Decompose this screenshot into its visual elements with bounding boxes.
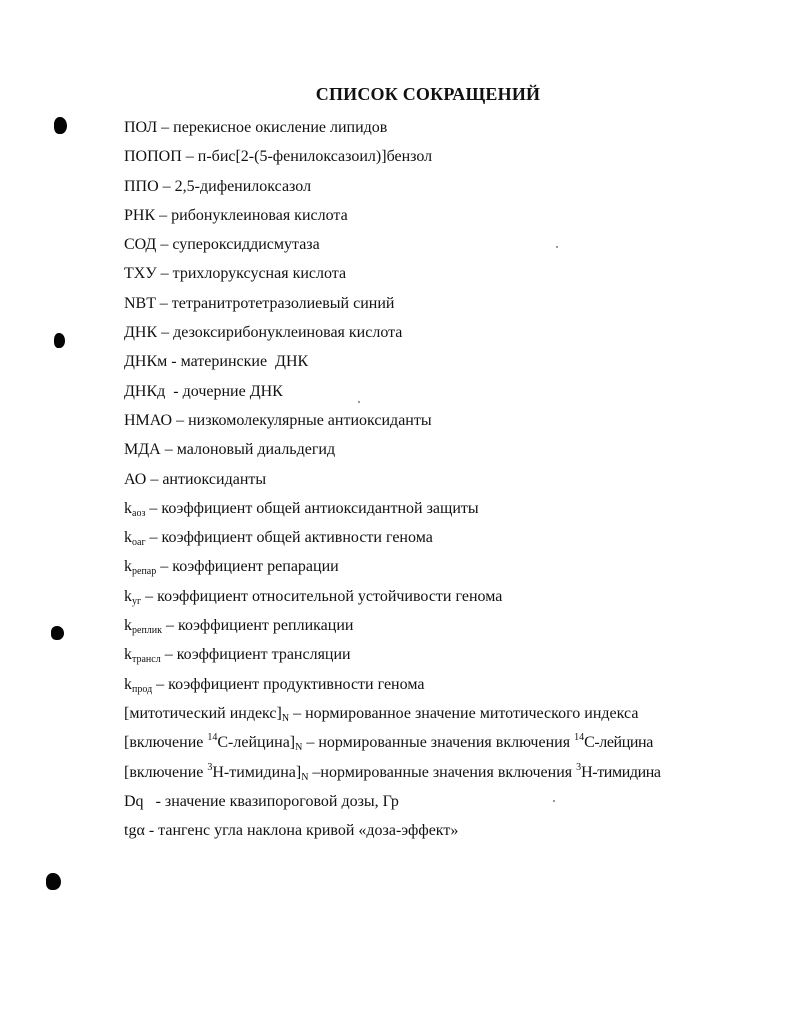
entry-definition: значение квазипороговой дозы, Гр xyxy=(164,792,399,810)
entry-subscript: N xyxy=(301,771,309,783)
entry-separator: – xyxy=(155,206,172,224)
entry-definition: С-лейцина xyxy=(584,734,653,752)
entry-definition: антиоксиданты xyxy=(162,470,267,488)
entry-definition: супероксиддисмутаза xyxy=(172,236,320,254)
entry-term: ДНКд xyxy=(124,382,166,400)
entry-definition: –нормированные значения включения xyxy=(308,763,577,781)
entry-separator: – xyxy=(145,529,162,547)
entry-definition: – нормированные значения включения xyxy=(302,734,575,752)
entry-separator: – xyxy=(160,646,177,664)
list-item xyxy=(124,318,774,347)
list-item xyxy=(124,465,774,494)
entry-definition: коэффициент относительной устойчивости генома xyxy=(157,587,503,605)
entry-term: МДА xyxy=(124,441,161,459)
entry-definition: дезоксирибонуклеиновая кислота xyxy=(173,324,403,342)
list-item xyxy=(124,435,774,464)
page-title: СПИСОК СОКРАЩЕНИЙ xyxy=(315,84,541,104)
list-item xyxy=(124,640,774,669)
entry-separator: - xyxy=(143,792,165,810)
entry-separator: – xyxy=(162,617,178,635)
entry-term: k xyxy=(124,558,132,576)
entry-separator: – xyxy=(155,294,172,312)
entry-separator: – xyxy=(156,558,173,576)
list-item xyxy=(124,230,774,259)
entry-term: k xyxy=(124,617,132,635)
entry-separator: – xyxy=(156,236,173,254)
entry-superscript: 3 xyxy=(576,761,582,773)
entry-definition: – нормированное значение митотического индекса xyxy=(289,704,639,722)
list-item xyxy=(124,113,774,142)
entry-term: ДНКм xyxy=(124,353,168,371)
entry-subscript: прод xyxy=(132,683,153,695)
entry-subscript: реплик xyxy=(132,625,162,637)
entry-definition: рибонуклеиновая кислота xyxy=(171,206,348,224)
entry-superscript: 14 xyxy=(207,732,218,744)
entry-term: ПОЛ xyxy=(124,119,158,136)
entry-term: НМАО xyxy=(124,411,173,429)
entry-term: k xyxy=(124,646,132,664)
entry-definition: коэффициент продуктивности генома xyxy=(168,675,425,693)
entry-term: NBT xyxy=(124,294,156,312)
entry-subscript: N xyxy=(295,742,303,754)
list-item xyxy=(124,611,774,640)
entry-separator: – xyxy=(146,470,163,488)
entry-separator: – xyxy=(157,324,174,342)
list-item xyxy=(124,377,774,406)
entry-separator: – xyxy=(156,265,173,283)
entry-definition: материнские ДНК xyxy=(180,353,309,371)
list-item xyxy=(124,142,774,171)
entry-term: ПОПОП xyxy=(124,148,182,166)
list-item xyxy=(124,201,774,230)
entry-term: Н-тимидина] xyxy=(212,763,302,781)
entry-subscript: N xyxy=(281,712,290,724)
entry-term: Dq xyxy=(124,792,144,810)
entry-term: ППО xyxy=(124,177,159,195)
entry-term: АО xyxy=(124,470,147,488)
scan-mark xyxy=(54,333,65,348)
entry-term: ТХУ xyxy=(124,265,157,283)
entry-definition: тетранитротетразолиевый синий xyxy=(171,294,395,312)
entry-separator: – xyxy=(145,499,162,517)
entry-separator: - xyxy=(167,353,181,371)
scan-mark xyxy=(51,626,64,640)
entry-subscript: аоз xyxy=(132,507,146,519)
entry-separator: - xyxy=(144,822,159,840)
entry-separator: – xyxy=(141,587,158,605)
list-item xyxy=(124,494,774,523)
entry-term: СОД xyxy=(124,236,157,254)
entry-separator: – xyxy=(152,675,169,693)
entry-separator: – xyxy=(172,411,189,429)
entry-definition: дочерние ДНК xyxy=(182,382,283,400)
abbreviations-list xyxy=(124,113,774,845)
list-item xyxy=(124,728,774,757)
entry-separator: - xyxy=(165,382,183,400)
list-item xyxy=(124,670,774,699)
entry-definition: трихлоруксусная кислота xyxy=(172,265,347,283)
entry-term: РНК xyxy=(124,206,156,224)
entry-definition: коэффициент трансляции xyxy=(176,646,351,664)
entry-definition: коэффициент репарации xyxy=(172,558,339,576)
entry-definition: Н-тимидина xyxy=(581,763,661,781)
entry-term: k xyxy=(124,675,132,693)
entry-term: k xyxy=(124,529,132,547)
entry-separator: – xyxy=(160,441,177,459)
entry-superscript: 3 xyxy=(207,761,213,773)
list-item xyxy=(124,289,774,318)
entry-subscript: репар xyxy=(132,566,157,578)
entry-definition: коэффициент общей активности генома xyxy=(161,529,433,547)
entry-term: ДНК xyxy=(124,324,158,342)
list-item xyxy=(124,816,774,845)
entry-definition: коэффициент репликации xyxy=(178,617,354,635)
entry-term: С-лейцина] xyxy=(217,734,296,752)
scan-mark xyxy=(46,873,61,890)
entry-separator: – xyxy=(181,148,198,166)
scan-mark xyxy=(54,117,67,134)
entry-separator: – xyxy=(157,119,174,136)
list-item xyxy=(124,406,774,435)
entry-term: k xyxy=(124,587,132,605)
entry-term: k xyxy=(124,499,132,517)
entry-definition: п-бис[2-(5-фенилоксазоил)]бензол xyxy=(197,148,433,166)
entry-term: [включение xyxy=(124,763,208,781)
entry-definition: малоновый диальдегид xyxy=(176,441,336,459)
list-item xyxy=(124,172,774,201)
entry-definition: перекисное окисление липидов xyxy=(173,119,388,136)
entry-term: tgα xyxy=(124,822,145,840)
list-item xyxy=(124,552,774,581)
entry-separator: – xyxy=(158,177,175,195)
entry-definition: 2,5-дифенилоксазол xyxy=(174,177,312,195)
list-item xyxy=(124,347,774,376)
list-item xyxy=(124,758,774,787)
list-item xyxy=(124,787,774,816)
list-item xyxy=(124,523,774,552)
entry-definition: тангенс угла наклона кривой «доза-эффект» xyxy=(158,822,459,840)
list-item xyxy=(124,582,774,611)
entry-definition: низкомолекулярные антиоксиданты xyxy=(188,411,432,429)
entry-subscript: уг xyxy=(132,595,142,607)
entry-subscript: трансл xyxy=(132,654,161,666)
entry-definition: коэффициент общей антиоксидантной защиты xyxy=(161,499,479,517)
entry-subscript: оаг xyxy=(132,537,146,549)
list-item xyxy=(124,259,774,288)
list-item xyxy=(124,699,774,728)
entry-term: [включение xyxy=(124,734,208,752)
entry-superscript: 14 xyxy=(574,732,585,744)
entry-term: [митотический индекс] xyxy=(124,704,282,722)
